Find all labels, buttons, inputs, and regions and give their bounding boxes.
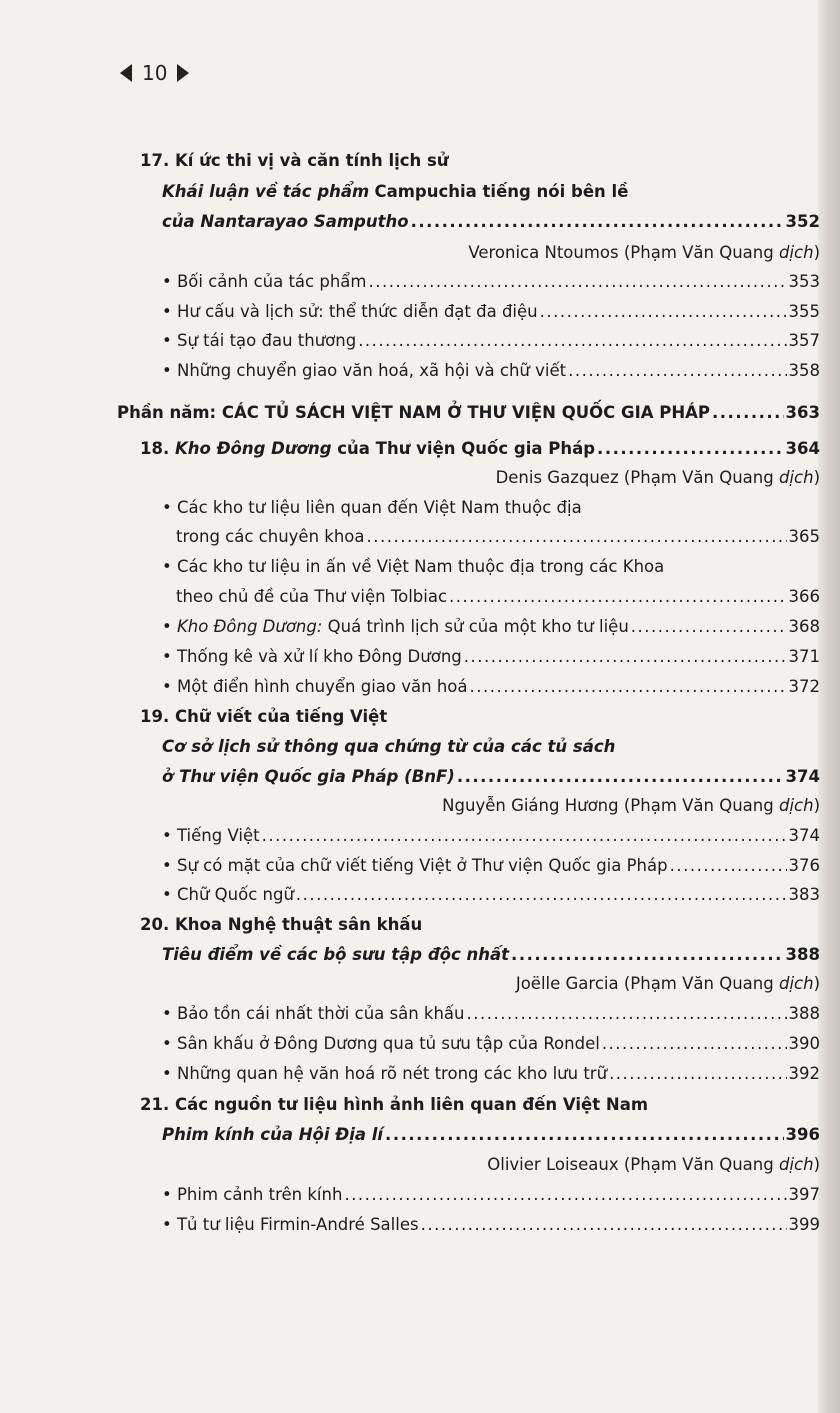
entry-18-author: Denis Gazquez (Phạm Văn Quang dịch) xyxy=(495,468,820,487)
entry-17-title: 17. Kí ức thi vị và căn tính lịch sử xyxy=(140,151,449,170)
entry-17-item: • Sự tái tạo đau thương ..... 357 xyxy=(162,326,820,356)
entry-19-author: Nguyễn Giáng Hương (Phạm Văn Quang dịch) xyxy=(442,796,820,815)
entry-17-item: • Những chuyển giao văn hoá, xã hội và chữ viết ..... 358 xyxy=(162,356,820,386)
entry-18-item-2-line1: • Các kho tư liệu in ấn về Việt Nam thuộc địa trong các Khoa xyxy=(162,557,665,576)
entry-19-item: • Sự có mặt của chữ viết tiếng Việt ở Thư viện Quốc gia Pháp ..... 376 xyxy=(162,851,820,881)
entry-19-item: • Tiếng Việt ..... 374 xyxy=(162,821,820,851)
entry-17-item: • Bối cảnh của tác phẩm ..... 353 xyxy=(162,267,820,297)
entry-20-item: • Bảo tồn cái nhất thời của sân khấu ..... 388 xyxy=(162,999,820,1029)
entry-17-subtitle-2: của Nantarayao Samputho ..... 352 xyxy=(162,207,820,237)
entry-21-subtitle-1: Phim kính của Hội Địa lí ..... 396 xyxy=(162,1120,820,1150)
entry-20-title: 20. Khoa Nghệ thuật sân khấu xyxy=(140,915,423,934)
entry-19-item: • Chữ Quốc ngữ ..... 383 xyxy=(162,880,820,910)
page-number: 10 xyxy=(142,61,168,85)
entry-17-subtitle-1: Khái luận về tác phẩm Campuchia tiếng nói bên lề xyxy=(162,182,629,201)
entry-18-item-1-line1: • Các kho tư liệu liên quan đến Việt Nam thuộc địa xyxy=(162,498,582,517)
entry-20-item: • Sân khấu ở Đông Dương qua tủ sưu tập của Rondel ..... 390 xyxy=(162,1029,820,1059)
next-arrow-icon xyxy=(177,64,189,82)
entry-19-subtitle-2: ở Thư viện Quốc gia Pháp (BnF) ..... 374 xyxy=(162,762,820,792)
entry-19-title: 19. Chữ viết của tiếng Việt xyxy=(140,707,388,726)
entry-18-title: 18. Kho Đông Dương của Thư viện Quốc gia Pháp ..... 364 xyxy=(140,434,820,464)
entry-21-item: • Tủ tư liệu Firmin-André Salles ..... 399 xyxy=(162,1210,820,1240)
entry-19-subtitle-1: Cơ sở lịch sử thông qua chứng từ của các tủ sách xyxy=(162,737,616,756)
entry-21-item: • Phim cảnh trên kính ..... 397 xyxy=(162,1180,820,1210)
entry-17-item: • Hư cấu và lịch sử: thể thức diễn đạt đa điệu ..... 355 xyxy=(162,297,820,327)
page-header xyxy=(120,58,189,88)
entry-18-item-2-line2: theo chủ đề của Thư viện Tolbiac ..... 366 xyxy=(176,582,820,612)
entry-18-item: • Thống kê và xử lí kho Đông Dương ..... 371 xyxy=(162,642,820,672)
part-five-heading: Phần năm: CÁC TỦ SÁCH VIỆT NAM Ở THƯ VIỆN QUỐC GIA PHÁP ..... 363 xyxy=(117,398,820,428)
entry-20-author: Joëlle Garcia (Phạm Văn Quang dịch) xyxy=(515,974,820,993)
entry-17-author: Veronica Ntoumos (Phạm Văn Quang dịch) xyxy=(468,243,820,262)
entry-18-item: • Một điển hình chuyển giao văn hoá ..... 372 xyxy=(162,672,820,702)
entry-21-title: 21. Các nguồn tư liệu hình ảnh liên quan đến Việt Nam xyxy=(140,1095,649,1114)
entry-20-item: • Những quan hệ văn hoá rõ nét trong các kho lưu trữ ..... 392 xyxy=(162,1059,820,1089)
entry-21-author: Olivier Loiseaux (Phạm Văn Quang dịch) xyxy=(487,1155,820,1174)
prev-arrow-icon xyxy=(120,64,132,82)
entry-18-item-3: • Kho Đông Dương: Quá trình lịch sử của một kho tư liệu ..... 368 xyxy=(162,612,820,642)
entry-18-item-1-line2: trong các chuyên khoa ..... 365 xyxy=(176,522,820,552)
entry-20-subtitle-1: Tiêu điểm về các bộ sưu tập độc nhất ..... 388 xyxy=(162,940,820,970)
